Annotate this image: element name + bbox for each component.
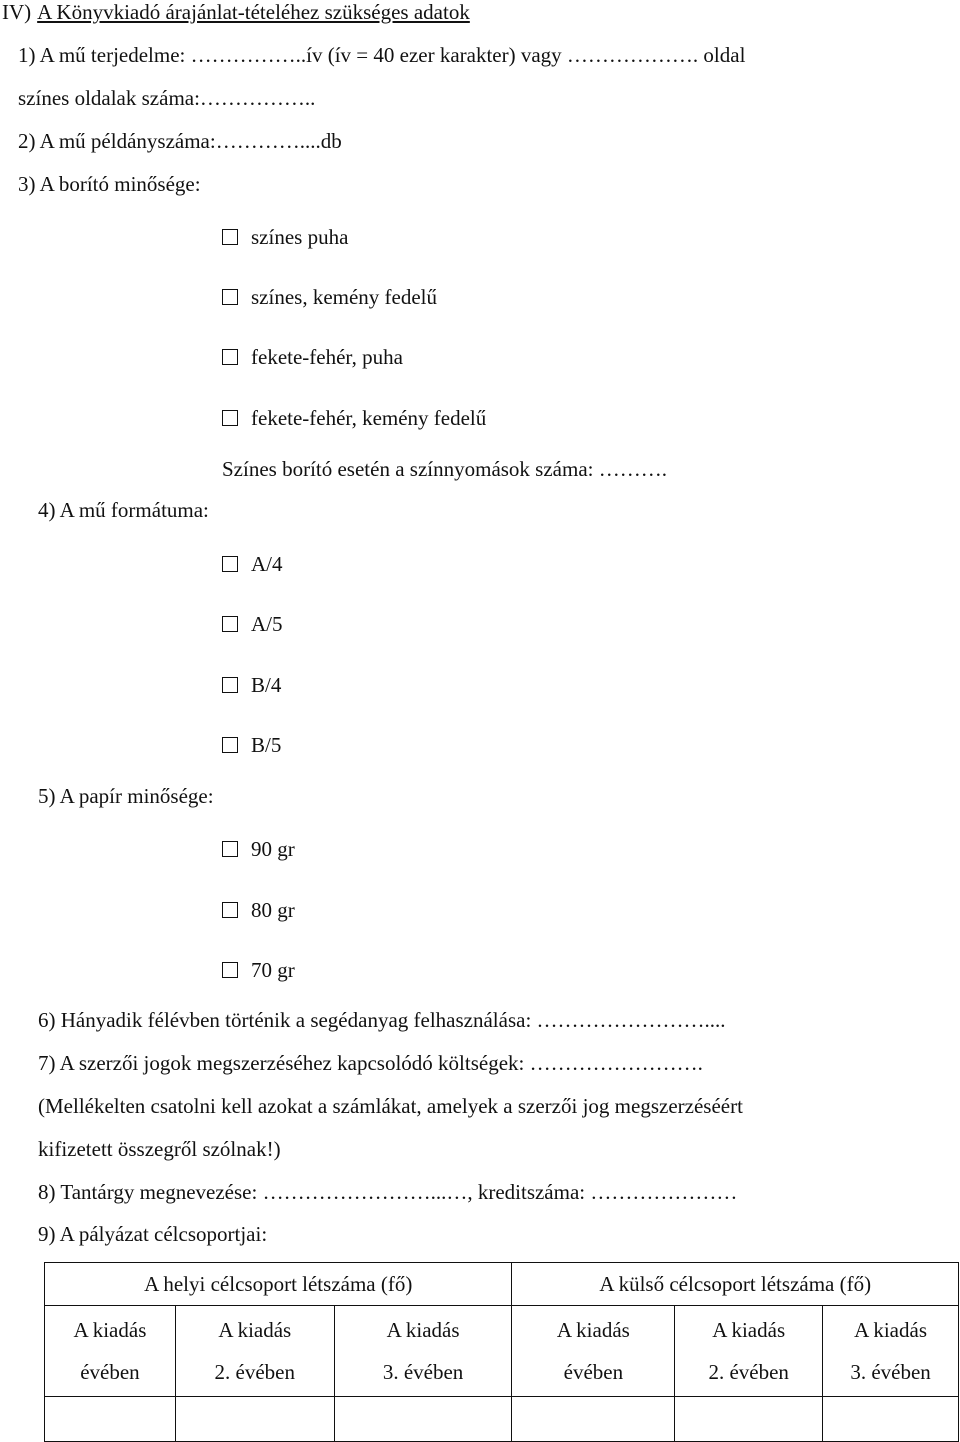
checkbox[interactable]	[222, 902, 238, 918]
item-7-note-line-2: kifizetett összegről szólnak!)	[38, 1137, 281, 1161]
item-2-copies: 2) A mű példányszáma:…………....db	[18, 129, 342, 153]
checkbox[interactable]	[222, 289, 238, 305]
column-header-line: A kiadás	[854, 1318, 927, 1342]
column-header-line: évében	[80, 1360, 140, 1384]
checkbox[interactable]	[222, 616, 238, 632]
format-option-b5[interactable]	[222, 733, 281, 757]
column-header-line: A kiadás	[556, 1318, 630, 1342]
item-3-cover-quality: 3) A borító minősége:	[18, 172, 201, 196]
option-label: A/5	[251, 612, 283, 636]
format-option-b4[interactable]	[222, 673, 281, 697]
target-group-table	[44, 1262, 959, 1442]
item-5-paper: 5) A papír minősége:	[38, 784, 214, 808]
checkbox[interactable]	[222, 556, 238, 572]
column-header	[675, 1306, 823, 1397]
column-header	[512, 1306, 675, 1397]
checkbox[interactable]	[222, 410, 238, 426]
table-row	[45, 1397, 959, 1442]
external-group-header: A külső célcsoport létszáma (fő)	[512, 1263, 959, 1306]
cover-option-2[interactable]	[222, 285, 437, 309]
entry-cell[interactable]	[512, 1397, 675, 1442]
entry-cell[interactable]	[175, 1397, 334, 1442]
option-label: B/4	[251, 673, 282, 697]
option-label: B/5	[251, 733, 282, 757]
column-header	[823, 1306, 959, 1397]
checkbox[interactable]	[222, 677, 238, 693]
paper-option-90[interactable]	[222, 837, 295, 861]
item-1-color-pages: színes oldalak száma:……………..	[18, 86, 316, 110]
column-header	[334, 1306, 512, 1397]
option-label: színes puha	[251, 225, 349, 249]
format-option-a4[interactable]	[222, 552, 283, 576]
cover-option-1[interactable]	[222, 225, 348, 249]
option-label: 70 gr	[251, 958, 295, 982]
option-label: 80 gr	[251, 898, 295, 922]
item-9-target-groups: 9) A pályázat célcsoportjai:	[38, 1222, 268, 1246]
entry-cell[interactable]	[45, 1397, 176, 1442]
item-7-note-line-1: (Mellékelten csatolni kell azokat a számlákat, amelyek a szerzői jog megszerzéséért	[38, 1094, 743, 1118]
option-label: színes, kemény fedelű	[251, 285, 438, 309]
column-header	[45, 1306, 176, 1397]
format-option-a5[interactable]	[222, 612, 283, 636]
paper-option-80[interactable]	[222, 898, 295, 922]
item-7-copyright-costs: 7) A szerzői jogok megszerzéséhez kapcsolódó költségek: …………………….	[38, 1051, 703, 1075]
column-header-line: 3. évében	[382, 1360, 464, 1384]
checkbox[interactable]	[222, 349, 238, 365]
option-label: 90 gr	[251, 837, 295, 861]
option-label: A/4	[251, 552, 283, 576]
column-header-line: A kiadás	[712, 1318, 786, 1342]
column-header-line: A kiadás	[218, 1318, 292, 1342]
cover-option-4[interactable]	[222, 406, 486, 430]
item-4-format: 4) A mű formátuma:	[38, 498, 209, 522]
section-heading	[2, 0, 470, 24]
option-label: fekete-fehér, puha	[251, 345, 403, 369]
column-header-line: 2. évében	[214, 1360, 295, 1384]
item-6-semester: 6) Hányadik félévben történik a segédanyag felhasználása: ……………………....	[38, 1008, 726, 1032]
column-header	[175, 1306, 334, 1397]
section-number: IV)	[2, 0, 32, 24]
item-8-subject: 8) Tantárgy megnevezése: ……………………...…, kreditszáma: …………………	[38, 1180, 738, 1204]
column-header-line: évében	[563, 1360, 624, 1384]
checkbox[interactable]	[222, 962, 238, 978]
paper-option-70[interactable]	[222, 958, 295, 982]
cover-option-3[interactable]	[222, 345, 403, 369]
option-label: fekete-fehér, kemény fedelű	[251, 406, 487, 430]
checkbox[interactable]	[222, 737, 238, 753]
entry-cell[interactable]	[675, 1397, 823, 1442]
item-1-volume: 1) A mű terjedelme: ……………..ív (ív = 40 ezer karakter) vagy ………………. oldal	[18, 43, 746, 67]
color-print-count: Színes borító esetén a színnyomások száma: ……….	[222, 457, 667, 481]
local-group-header: A helyi célcsoport létszáma (fő)	[45, 1263, 512, 1306]
column-header-line: 2. évében	[708, 1360, 789, 1384]
checkbox[interactable]	[222, 229, 238, 245]
checkbox[interactable]	[222, 841, 238, 857]
entry-cell[interactable]	[334, 1397, 512, 1442]
column-header-line: 3. évében	[850, 1360, 931, 1384]
column-header-line: A kiadás	[73, 1318, 147, 1342]
entry-cell[interactable]	[823, 1397, 959, 1442]
section-title: A Könyvkiadó árajánlat-tételéhez szükséges adatok	[37, 0, 470, 24]
column-header-line: A kiadás	[386, 1318, 460, 1342]
